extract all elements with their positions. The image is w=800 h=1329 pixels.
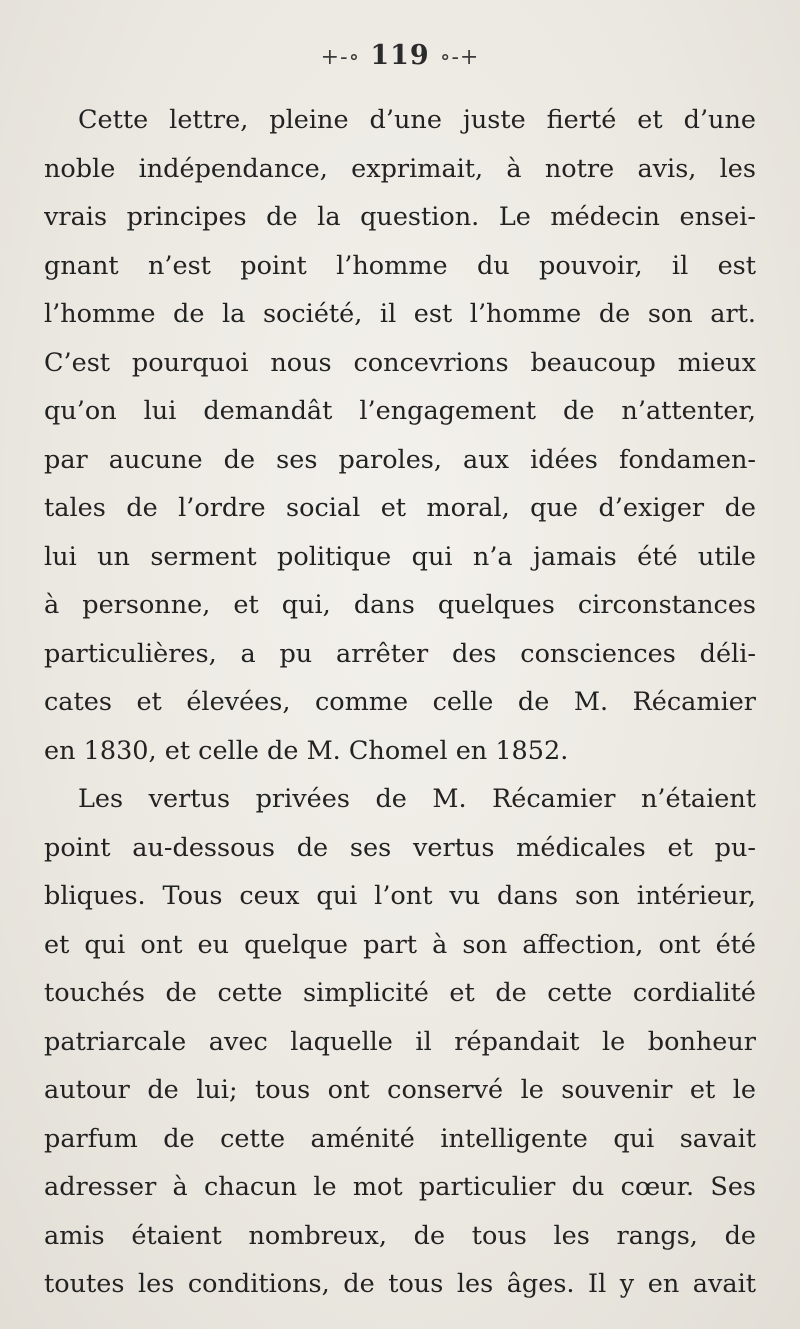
- text-line: point au-dessous de ses vertus médicales et pu-: [44, 832, 756, 863]
- text-line: parfum de cette aménité intelligente qui savait: [44, 1123, 756, 1154]
- text-line: autour de lui; tous ont conservé le souvenir et le: [44, 1075, 756, 1105]
- text-line: Cette lettre, pleine d’une juste fierté et d’une: [78, 105, 756, 135]
- text-line: noble indépendance, exprimait, à notre avis, les: [44, 153, 756, 184]
- text-line: à personne, et qui, dans quelques circonstances: [44, 590, 756, 620]
- text-line: qu’on lui demandât l’engagement de n’attenter,: [44, 396, 756, 426]
- right-ornament: ∘-+: [439, 45, 480, 70]
- text-line: patriarcale avec laquelle il répandait le bonheur: [44, 1026, 756, 1057]
- page-number: 119: [370, 40, 430, 71]
- paragraph-2: [44, 775, 756, 1309]
- text-line: l’homme de la société, il est l’homme de son art.: [44, 299, 756, 329]
- text-line: bliques. Tous ceux qui l’ont vu dans son intérieur,: [44, 881, 756, 911]
- text-line: C’est pourquoi nous concevrions beaucoup mieux: [44, 347, 756, 378]
- text-line: tales de l’ordre social et moral, que d’exiger de: [44, 493, 756, 523]
- text-line: toutes les conditions, de tous les âges. Il y en avait: [44, 1269, 756, 1299]
- body-text: [44, 96, 756, 1309]
- text-line: vrais principes de la question. Le médecin ensei-: [44, 202, 756, 232]
- text-line: lui un serment politique qui n’a jamais été utile: [44, 541, 756, 572]
- text-line: particulières, a pu arrêter des consciences déli-: [44, 638, 756, 669]
- paragraph-1: [44, 96, 756, 775]
- text-line: gnant n’est point l’homme du pouvoir, il est: [44, 250, 756, 281]
- left-ornament: +-∘: [320, 45, 361, 70]
- text-line: cates et élevées, comme celle de M. Récamier: [44, 687, 756, 717]
- text-line: amis étaient nombreux, de tous les rangs, de: [44, 1220, 756, 1251]
- text-line: touchés de cette simplicité et de cette cordialité: [44, 978, 756, 1008]
- text-line: adresser à chacun le mot particulier du cœur. Ses: [44, 1172, 756, 1202]
- text-line: par aucune de ses paroles, aux idées fondamen-: [44, 444, 756, 475]
- page-header: [0, 40, 800, 71]
- text-line: Les vertus privées de M. Récamier n’étaient: [78, 784, 756, 814]
- text-line: en 1830, et celle de M. Chomel en 1852.: [44, 735, 569, 766]
- text-line: et qui ont eu quelque part à son affection, ont été: [44, 929, 756, 960]
